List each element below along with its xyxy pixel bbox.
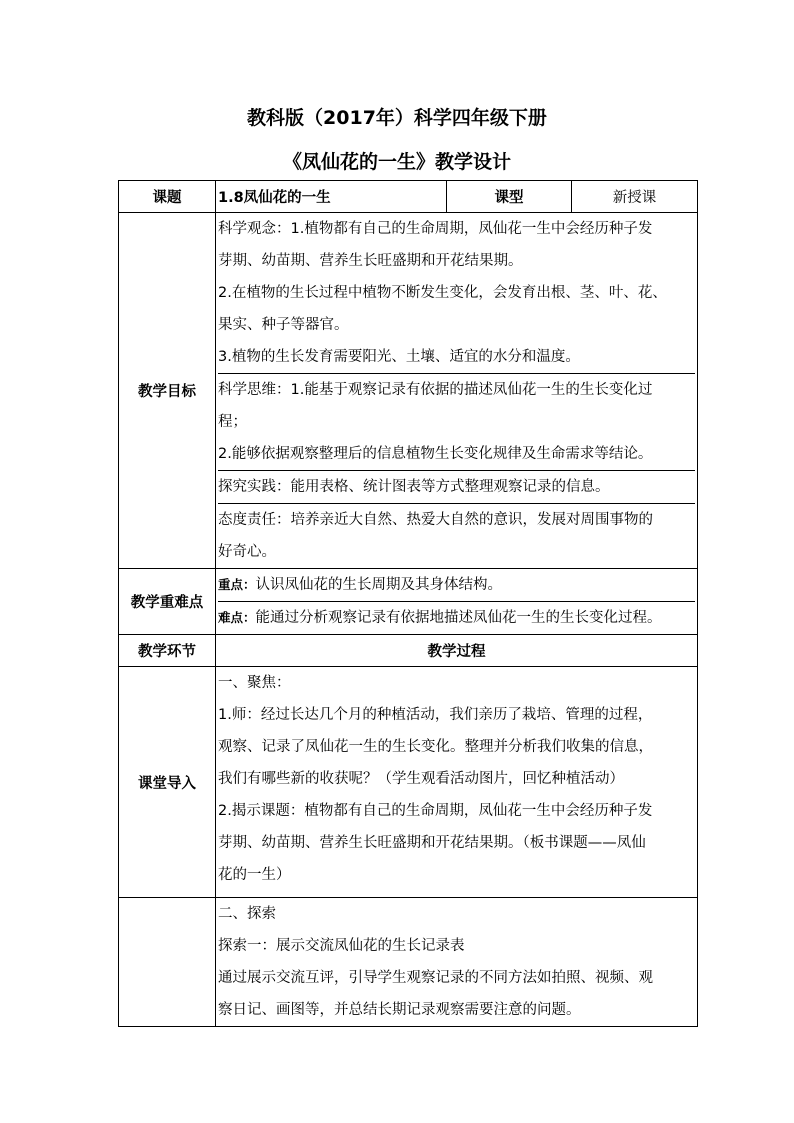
- objectives-row: [119, 213, 698, 569]
- objective-science-thinking: [218, 374, 695, 471]
- objectives-content: [216, 213, 698, 569]
- document-title: 教科版（2017年）科学四年级下册: [247, 107, 547, 129]
- objective-line: 态度责任：培养亲近大自然、热爱大自然的意识，发展对周围事物的: [218, 512, 653, 528]
- topic-label: 课题: [119, 181, 216, 213]
- intro-line: 我们有哪些新的收获呢？（学生观看活动图片，回忆种植活动）: [218, 771, 624, 787]
- intro-line: 一、聚焦：: [218, 675, 291, 691]
- intro-line: 花的一生）: [218, 867, 291, 883]
- process-header-row: [119, 635, 698, 667]
- objective-line: 果实、种子等器官。: [218, 317, 349, 333]
- focus-line: [218, 569, 695, 602]
- intro-line: 1.师：经过长达几个月的种植活动，我们亲历了栽培、管理的过程，: [218, 707, 653, 723]
- explore-content: [216, 898, 698, 1027]
- focus-text: 认识凤仙花的生长周期及其身体结构。: [255, 577, 503, 593]
- objective-line: 3.植物的生长发育需要阳光、土壤、适宜的水分和温度。: [218, 349, 580, 365]
- focus-label: 重点：: [218, 577, 256, 592]
- difficulty-text: 能通过分析观察记录有依据地描述凤仙花一生的生长变化过程。: [255, 610, 662, 626]
- explore-row: [119, 898, 698, 1027]
- explore-label: [119, 898, 216, 1027]
- objective-inquiry-practice: [218, 471, 695, 504]
- topic-value: 1.8凤仙花的一生: [216, 181, 447, 213]
- process-label: 教学过程: [216, 635, 698, 667]
- key-points-row: [119, 569, 698, 635]
- difficulty-line: [218, 602, 695, 634]
- intro-label: 课堂导入: [119, 667, 216, 898]
- objective-attitude: [218, 504, 695, 568]
- intro-content: [216, 667, 698, 898]
- explore-line: 通过展示交流互评，引导学生观察记录的不同方法如拍照、视频、观: [218, 970, 653, 986]
- intro-line: 芽期、幼苗期、营养生长旺盛期和开花结果期。（板书课题——凤仙: [218, 835, 646, 851]
- explore-line: 二、探索: [218, 906, 276, 922]
- key-points-label: 教学重难点: [119, 569, 216, 635]
- stage-label: 教学环节: [119, 635, 216, 667]
- objective-line: 好奇心。: [218, 544, 276, 560]
- intro-line: 2.揭示课题：植物都有自己的生命周期，凤仙花一生中会经历种子发: [218, 803, 653, 819]
- key-points-content: [216, 569, 698, 635]
- objective-line: 2.能够依据观察整理后的信息植物生长变化规律及生命需求等结论。: [218, 446, 653, 462]
- objective-line: 科学观念：1.植物都有自己的生命周期，凤仙花一生中会经历种子发: [218, 221, 653, 237]
- lesson-plan-table: [118, 180, 698, 1027]
- document-subtitle: 《凤仙花的一生》教学设计: [282, 151, 511, 173]
- explore-line: 察日记、画图等，并总结长期记录观察需要注意的问题。: [218, 1002, 581, 1018]
- objectives-label: 教学目标: [119, 213, 216, 569]
- explore-line: 探索一：展示交流凤仙花的生长记录表: [218, 938, 465, 954]
- objective-line: 探究实践：能用表格、统计图表等方式整理观察记录的信息。: [218, 479, 610, 495]
- objective-line: 芽期、幼苗期、营养生长旺盛期和开花结果期。: [218, 253, 523, 269]
- objective-line: 程；: [218, 414, 247, 430]
- intro-row: [119, 667, 698, 898]
- objective-science-concept: [218, 213, 695, 374]
- intro-line: 观察、记录了凤仙花一生的生长变化。整理并分析我们收集的信息，: [218, 739, 653, 755]
- objective-line: 2.在植物的生长过程中植物不断发生变化，会发育出根、茎、叶、花、: [218, 285, 667, 301]
- header-row: [119, 181, 698, 213]
- type-value: 新授课: [572, 181, 698, 213]
- type-label: 课型: [447, 181, 572, 213]
- objective-line: 科学思维：1.能基于观察记录有依据的描述凤仙花一生的生长变化过: [218, 382, 653, 398]
- difficulty-label: 难点：: [218, 610, 256, 625]
